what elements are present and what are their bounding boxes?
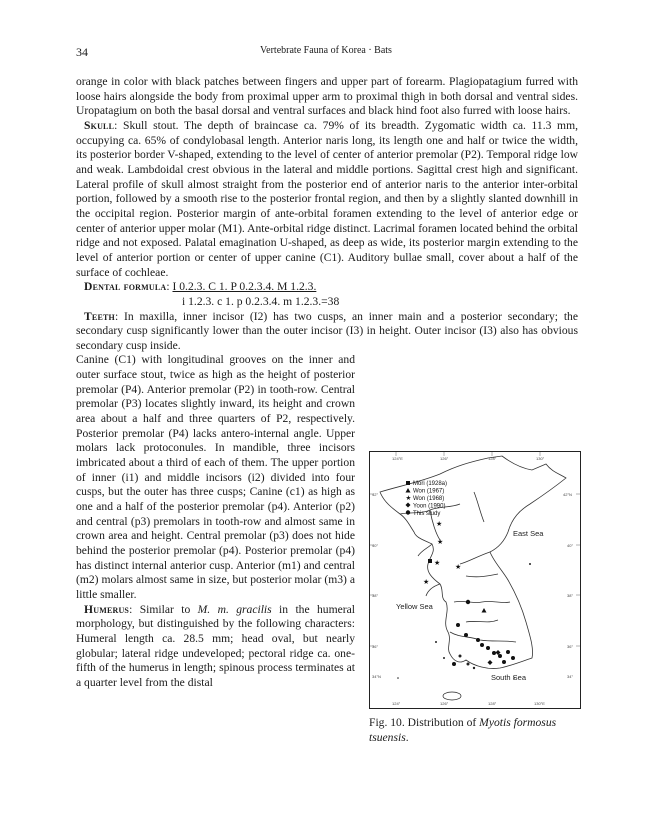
tick-left-4: 36°: [372, 644, 379, 649]
record-this-study: [486, 646, 490, 650]
skull-text: : Skull stout. The depth of braincase ca. 79% of its breadth. Zygomatic width ca. 11.3 mm, occupying ca. 65% of condylobasal length. Anterior naris long, its length one and half or twice the width, its posterior border V-shaped, extending to the level of center of anterior premolar (P2). Temporal ridge low and weak. Lambdoidal crest obvious in the lateral and middle portions. Sagittal crest high and significant. Lateral profile of skull almost straight from the posterior end of anterior naris to the anterior inter-orbital portion, followed by a smooth rise to the posterior frontal region, and then by a slightly slanted downhill in the occipital region. Posterior margin of ante-orbital foramen extending to the level of anterior edge or center of anterior upper molar (M1). Ante-orbital ridge distinct. Lacrimal foramen located behind the orbital ridge and not exposed. Palatal emagination U-shaped, as deep as wide, its posterior margin extending to the level of anterior portion or center of upper canine (C1). Auditory bullae small, cover about a half of the surface of cochleae.: [76, 118, 578, 279]
map-tick-marks: [370, 452, 580, 646]
korea-coastline: [380, 456, 566, 669]
record-this-study: [480, 643, 484, 647]
record-won-1968: ★: [455, 564, 462, 571]
tick-bottom-1: 124°: [392, 701, 401, 706]
left-column: [76, 353, 355, 690]
humerus-text-b: in the humeral morphology, but distinguished by the following characters: Humeral length ca. 28.5 mm; head oval, but nearly globular; lateral ridge undeveloped; pectoral ridge ca. one-fifth of the humerus in length; spinous process terminates at a quarter level from the distal: [76, 602, 355, 689]
tick-top-1: 124°E: [392, 456, 403, 461]
dental-formula: Dental formula: I 0.2.3. C 1. P 0.2.3.4. M 1.2.3. i 1.2.3. c 1. p 0.2.3.4. m 1.2.3.=38: [76, 280, 578, 309]
paragraph-teeth: [76, 310, 578, 354]
tick-top-4: 130°: [536, 456, 545, 461]
sea-label-east: East Sea: [513, 529, 544, 538]
heading-dental-formula: Dental formula: [84, 280, 167, 294]
legend-mori: Mori (1928a): [413, 481, 448, 487]
legend-marker-yoon: [406, 503, 411, 508]
record-this-study: [502, 660, 506, 664]
record-this-study: [511, 656, 515, 660]
heading-humerus: Humerus: [84, 602, 130, 616]
sea-label-yellow: Yellow Sea: [396, 602, 433, 611]
tick-right-5: 34°: [567, 674, 574, 679]
running-title: Vertebrate Fauna of Korea · Bats: [260, 45, 392, 56]
tick-top-2: 126°: [440, 456, 449, 461]
record-won-1968: ★: [437, 539, 444, 546]
record-won-1968: ★: [423, 579, 430, 586]
humerus-text-a: : Similar to: [129, 602, 198, 616]
heading-skull: Skull: [84, 118, 115, 132]
record-yoon: [488, 660, 493, 665]
tick-left-1: 42°: [372, 492, 379, 497]
tick-bottom-3: 128°: [488, 701, 497, 706]
record-this-study: [476, 638, 480, 642]
paragraph-humerus: [76, 603, 355, 691]
tick-bottom-2: 126°: [440, 701, 449, 706]
legend-marker-won-1967: [406, 488, 411, 493]
tick-right-1: 42°N: [563, 492, 572, 497]
tick-left-5: 34°N: [372, 674, 381, 679]
tick-top-3: 128°: [488, 456, 497, 461]
record-this-study: [456, 623, 460, 627]
legend-marker-won-1968: ★: [405, 495, 412, 502]
figure-caption: [369, 716, 581, 745]
record-won-1967: [482, 608, 487, 613]
legend-won-1967: Won (1967): [413, 488, 445, 495]
record-won-1968: ★: [434, 560, 441, 567]
legend-won-1968: Won (1968): [413, 496, 445, 502]
distribution-map: [370, 452, 580, 708]
record-this-study: [452, 662, 456, 666]
distribution-map-figure: [369, 451, 581, 709]
record-markers: [423, 520, 515, 666]
sea-label-south: South Sea: [491, 673, 527, 682]
teeth-continued: Canine (C1) with longitudinal grooves on the inner and outer surface stout, twice as high as the height of posterior premolar (P4). Anterior premolar (P2) in tooth-row. Central premolar (P3) locates slightly inward, its height and crown area about a half and three quarters of P2, respectively. Posterior premolar (P4) lacks antero-internal angle. Upper molars lack protoconules. In mandible, three incisors imbricated about a third of each of them. The upper portion of inner (i1) and middle incisors (i2) divided into four cusps, but the outer has three cusps; Canine (c1) as high as one and a half of the posterior premolar (p4). Anterior (p2) and central (p3) premolars in tooth-row and almost same in crown area and height. Central premolar (p3) does not hide behind the posterior premolar (p4). Posterior premolar (p4) has distinct internal anterior cusp. Anterior (m1) and central (m2) molars almost same in size, but posterior molar (m3) a little smaller.: [76, 353, 355, 601]
tick-right-2: 40°: [567, 543, 574, 548]
tick-left-2: 40°: [372, 543, 379, 548]
legend-marker-this-study: [406, 510, 410, 514]
map-ticks: [372, 456, 573, 706]
tick-bottom-4: 130°E: [534, 701, 545, 706]
tick-right-3: 38°: [567, 593, 574, 598]
record-won-1968: ★: [436, 521, 443, 528]
legend-yoon: Yoon (1990): [413, 503, 446, 510]
record-this-study: [492, 651, 496, 655]
map-legend: [406, 481, 448, 517]
record-this-study: [498, 654, 502, 658]
record-this-study: [506, 650, 510, 654]
dental-formula-lower: i 1.2.3. c 1. p 0.2.3.4. m 1.2.3.=38: [182, 294, 340, 308]
caption-prefix: Fig. 10. Distribution of: [369, 716, 480, 729]
teeth-text: : In maxilla, inner incisor (I2) has two cusps, an inner main and a posterior secondary; the secondary cusp significantly lower than the outer incisor (I3) in height. Outer incisor (I3) also has obvious secondary cusp inside.: [76, 309, 578, 352]
paragraph-skull: [76, 119, 578, 280]
page-number: 34: [76, 45, 88, 59]
record-this-study: [466, 600, 470, 604]
humerus-species: M. m. gracilis: [197, 602, 272, 616]
paragraph-pelage: orange in color with black patches between fingers and upper part of forearm. Plagiopatagium furred with loose hairs alongside the body from proximal upper arm to proximal thigh in both dorsal and ventral sides. Uropatagium on both the basal dorsal and ventral surfaces and black hind foot also furred with loose hairs.: [76, 75, 578, 118]
tick-left-3: 38°: [372, 593, 379, 598]
caption-species: Myotis formosus tsuensis: [369, 716, 557, 744]
legend-marker-mori: [406, 481, 410, 485]
dental-formula-upper: I 0.2.3. C 1. P 0.2.3.4. M 1.2.3.: [172, 280, 317, 294]
caption-suffix: .: [405, 730, 409, 744]
record-mori: [428, 559, 432, 563]
record-this-study: [464, 633, 468, 637]
legend-this-study: This study: [413, 511, 441, 517]
heading-teeth: Teeth: [84, 309, 115, 323]
tick-right-4: 36°: [567, 644, 574, 649]
